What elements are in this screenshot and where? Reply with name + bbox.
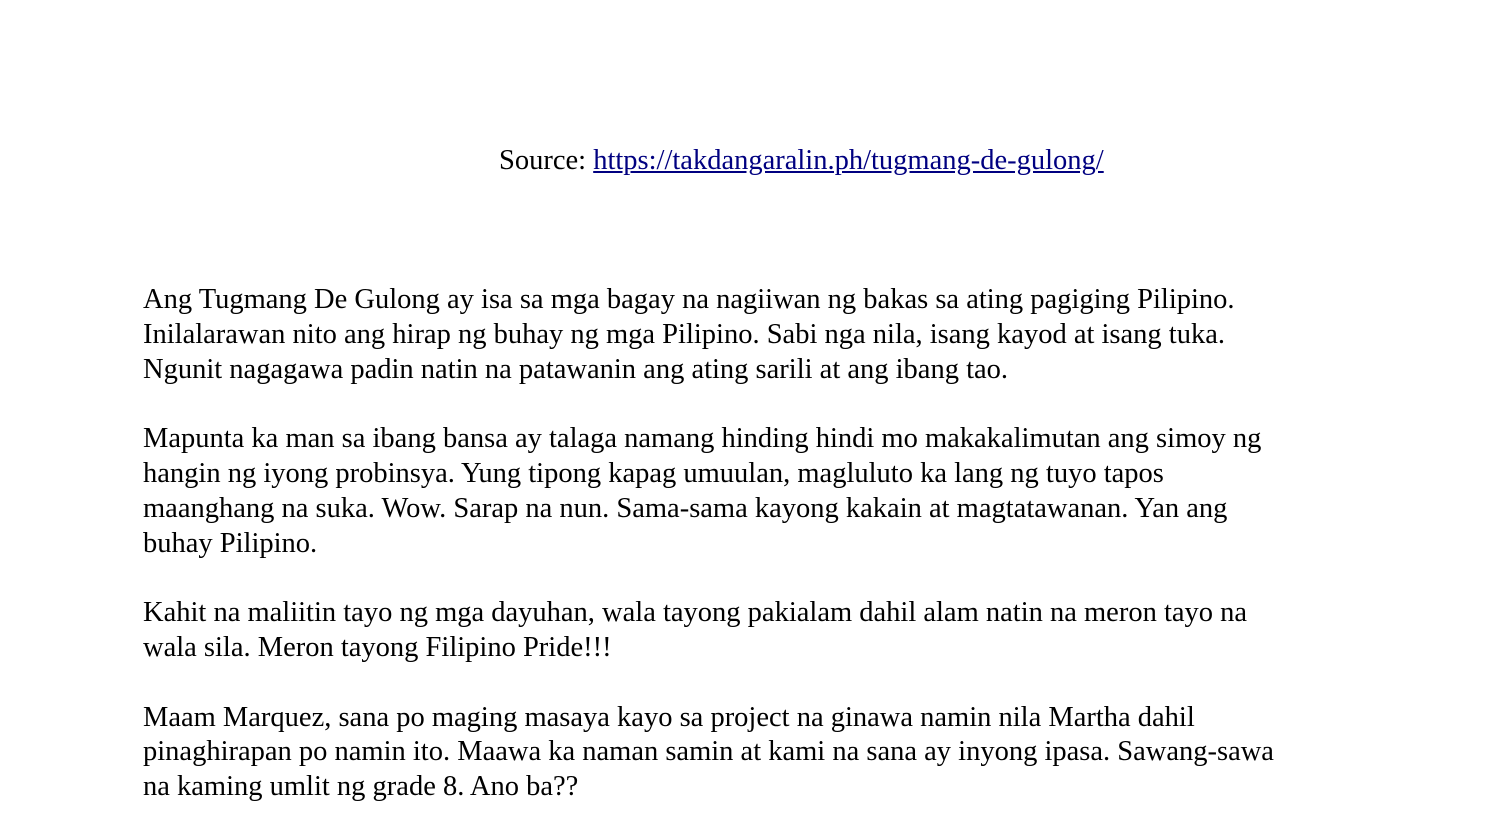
paragraph-line: pinaghirapan po namin ito. Maawa ka naman samin at kami na sana ay inyong ipasa. Sawang-sawa	[143, 736, 1274, 768]
paragraph-line: wala sila. Meron tayong Filipino Pride!!!	[143, 631, 612, 663]
paragraph-line: hangin ng iyong probinsya. Yung tipong kapag umuulan, magluluto ka lang ng tuyo tapos	[143, 457, 1164, 489]
source-line	[499, 143, 1104, 179]
paragraph-4	[143, 701, 1373, 805]
paragraph-line: Mapunta ka man sa ibang bansa ay talaga namang hinding hindi mo makakalimutan ang simoy ng	[143, 423, 1262, 455]
paragraph-line: maanghang na suka. Wow. Sarap na nun. Sama-sama kayong kakain at magtatawanan. Yan ang	[143, 492, 1228, 524]
document-body	[143, 283, 1373, 840]
source-link[interactable]: https://takdangaralin.ph/tugmang-de-gulong/	[593, 145, 1104, 176]
paragraph-line: buhay Pilipino.	[143, 527, 318, 559]
paragraph-line: Ngunit nagagawa padin natin na patawanin ang ating sarili at ang ibang tao.	[143, 353, 1009, 385]
paragraph-line: Inilalarawan nito ang hirap ng buhay ng mga Pilipino. Sabi nga nila, isang kayod at isang tuka.	[143, 318, 1225, 350]
source-label: Source:	[499, 145, 594, 176]
paragraph-line: Maam Marquez, sana po maging masaya kayo sa project na ginawa namin nila Martha dahil	[143, 701, 1195, 733]
paragraph-3	[143, 596, 1373, 666]
paragraph-2	[143, 422, 1373, 561]
paragraph-line: na kaming umlit ng grade 8. Ano ba??	[143, 771, 579, 803]
paragraph-line: Ang Tugmang De Gulong ay isa sa mga bagay na nagiiwan ng bakas sa ating pagiging Pilipino.	[143, 284, 1235, 315]
paragraph-1	[143, 283, 1373, 387]
paragraph-line: Kahit na maliitin tayo ng mga dayuhan, wala tayong pakialam dahil alam natin na meron tayo na	[143, 597, 1248, 629]
